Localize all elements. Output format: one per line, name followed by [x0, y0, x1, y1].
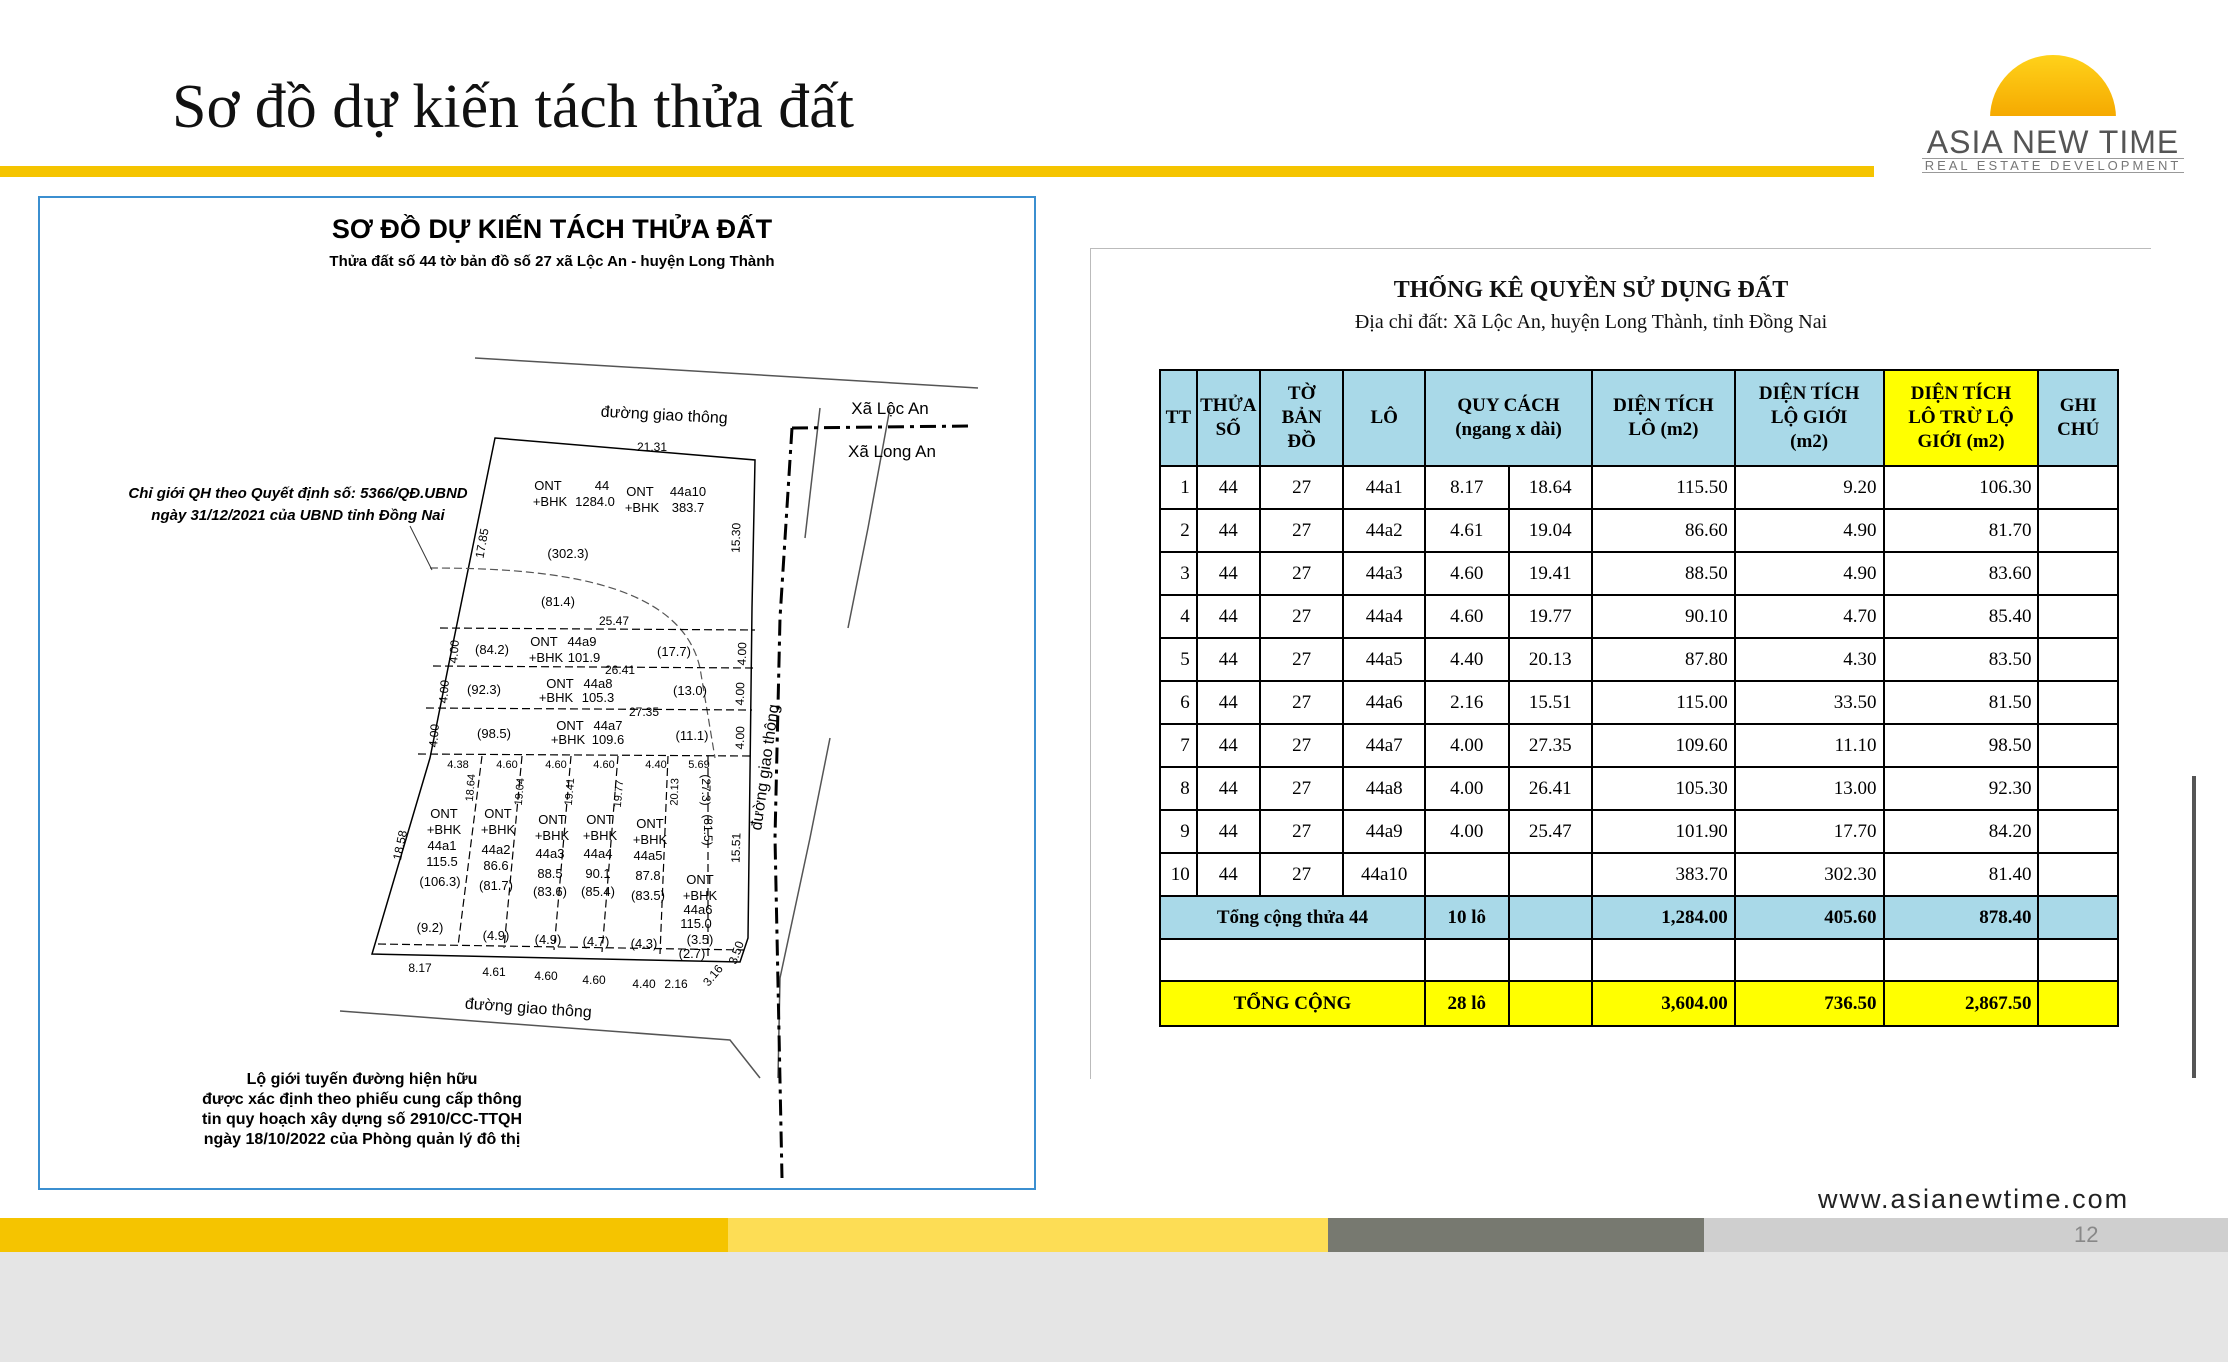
dim-top-row-2: 4.60	[496, 759, 518, 771]
dim-bottom-5: 4.40	[632, 977, 656, 991]
cell-to: 27	[1260, 681, 1344, 724]
cell-ghi	[2038, 853, 2118, 896]
cell-tt: 1	[1160, 466, 1197, 509]
cell-thua: 44	[1197, 509, 1260, 552]
table-row	[1160, 509, 2118, 552]
lot-a3	[533, 812, 569, 947]
cell-to: 27	[1260, 466, 1344, 509]
lot-a4-area: 90.1	[585, 866, 611, 881]
lot-a6-id: 44a6	[683, 902, 713, 917]
cell-ngang: 4.00	[1425, 767, 1509, 810]
cell-ghi	[2038, 552, 2118, 595]
lot-a2	[479, 806, 515, 943]
lot-a1-road: (9.2)	[416, 920, 444, 935]
table-row	[1160, 767, 2118, 810]
cell-thua: 44	[1197, 810, 1260, 853]
lot-a6-area: 115.0	[680, 916, 712, 931]
cell-ngang: 4.00	[1425, 724, 1509, 767]
lot-a6-sub: (3.5)	[686, 932, 714, 947]
cell-to: 27	[1260, 724, 1344, 767]
dim-bottom-4: 4.60	[582, 973, 606, 987]
cell-lg: 302.30	[1735, 853, 1884, 896]
cell-tt: 8	[1160, 767, 1197, 810]
grand-lots: 28 lô	[1425, 981, 1509, 1026]
lot-a4-sub: (85.4)	[581, 884, 615, 899]
cell-ghi	[2038, 810, 2118, 853]
cell-lo: 44a2	[1343, 509, 1425, 552]
cell-ghi	[2038, 595, 2118, 638]
cell-thua: 44	[1197, 595, 1260, 638]
footer-bar-yellow	[0, 1218, 728, 1252]
table-row	[1160, 724, 2118, 767]
cell-tru: 106.30	[1884, 466, 2039, 509]
parcel-map	[40, 198, 1034, 1188]
lot-a8-l1: ONT	[546, 676, 574, 691]
cell-tru: 84.20	[1884, 810, 2039, 853]
lot-a6-l2: +BHK	[682, 888, 718, 903]
grand-dt: 3,604.00	[1592, 981, 1735, 1026]
cell-to: 27	[1260, 810, 1344, 853]
cell-lo: 44a7	[1343, 724, 1425, 767]
cell-dt: 101.90	[1592, 810, 1735, 853]
cell-to: 27	[1260, 509, 1344, 552]
cell-dt: 87.80	[1592, 638, 1735, 681]
stats-title: THỐNG KÊ QUYỀN SỬ DỤNG ĐẤT	[1393, 277, 1789, 303]
cell-ghi	[2038, 638, 2118, 681]
lot-a8-l2: +BHK	[538, 690, 574, 705]
cell-ngang: 4.00	[1425, 810, 1509, 853]
commune-south-label: Xã Long An	[848, 442, 936, 461]
cell-tru: 81.50	[1884, 681, 2039, 724]
lot-r302: (302.3)	[547, 546, 589, 561]
road-bottom-label: đường giao thông	[464, 995, 593, 1022]
lot-a10-area: 383.7	[671, 500, 705, 515]
cell-lg: 11.10	[1735, 724, 1884, 767]
cell-thua: 44	[1197, 552, 1260, 595]
grand-total-row	[1160, 981, 2118, 1026]
dim-h4-3: 4.00	[426, 723, 443, 748]
lot-a4-road: (4.7)	[582, 934, 610, 949]
dim-vert-4: 19.77	[611, 779, 627, 808]
dim-top-row-1: 4.38	[447, 759, 469, 771]
lot-a1-sub: (106.3)	[419, 874, 461, 889]
lot-a1-l2: +BHK	[426, 822, 462, 837]
cell-tru: 92.30	[1884, 767, 2039, 810]
lot-a3-l1: ONT	[538, 812, 566, 827]
cell-ghi	[2038, 767, 2118, 810]
cell-dai: 26.41	[1509, 767, 1593, 810]
cell-lo: 44a10	[1343, 853, 1425, 896]
subtotal-ghi	[2038, 896, 2118, 939]
col-dien-tich-tru: DIỆN TÍCH LÔ TRỪ LỘ GIỚI (m2)	[1884, 370, 2039, 466]
subtotal-lg: 405.60	[1735, 896, 1884, 939]
table-row	[1160, 466, 2118, 509]
cell-lg: 9.20	[1735, 466, 1884, 509]
cell-dai: 27.35	[1509, 724, 1593, 767]
cell-ngang: 4.61	[1425, 509, 1509, 552]
cell-dai: 25.47	[1509, 810, 1593, 853]
dim-top-row-4: 4.60	[593, 759, 615, 771]
cell-dt: 115.50	[1592, 466, 1735, 509]
dim-left-lower: 18.58	[390, 829, 411, 862]
lot-a7-left: (98.5)	[477, 726, 511, 741]
parcel-map-panel	[38, 196, 1036, 1190]
map-subtitle: Thửa đất số 44 tờ bản đồ số 27 xã Lộc An - huyện Long Thành	[329, 253, 775, 270]
lot-a10-id: 44a10	[669, 484, 707, 499]
cell-dai: 18.64	[1509, 466, 1593, 509]
road-top-label: đường giao thông	[600, 403, 729, 428]
lot-a6-side2: (81.5)	[701, 814, 715, 846]
lot-main-l2: +BHK	[532, 494, 568, 509]
col-ghi-chu: GHI CHÚ	[2038, 370, 2118, 466]
dim-corner-b: 3.50	[725, 939, 747, 967]
note-bottom-line1: Lộ giới tuyến đường hiện hữu	[246, 1071, 478, 1088]
table-row	[1160, 552, 2118, 595]
cell-to: 27	[1260, 595, 1344, 638]
cell-dai: 15.51	[1509, 681, 1593, 724]
lot-a5-road: (4.3)	[630, 936, 658, 951]
cell-lo: 44a5	[1343, 638, 1425, 681]
land-use-table	[1159, 369, 2119, 1027]
lot-a4-id: 44a4	[583, 846, 613, 861]
table-row	[1160, 810, 2118, 853]
lot-a8-left: (92.3)	[467, 682, 501, 697]
note-bottom-line3: tin quy hoạch xây dựng số 2910/CC-TTQH	[201, 1111, 523, 1128]
subtotal-row	[1160, 896, 2118, 939]
lot-a9-area: 101.9	[567, 650, 601, 665]
note-bottom-line2: được xác định theo phiếu cung cấp thông	[202, 1091, 522, 1108]
subtotal-label: Tổng cộng thửa 44	[1160, 896, 1425, 939]
lot-a8-id: 44a8	[583, 676, 613, 691]
cell-tt: 4	[1160, 595, 1197, 638]
road-right-edge	[805, 408, 890, 628]
dim-vert-1: 18.64	[463, 773, 479, 802]
cell-thua: 44	[1197, 466, 1260, 509]
cell-tt: 5	[1160, 638, 1197, 681]
cell-tt: 10	[1160, 853, 1197, 896]
lot-a3-area: 88.5	[537, 866, 563, 881]
lot-a10-l1: ONT	[626, 484, 654, 499]
lot-a5-area: 87.8	[635, 868, 661, 883]
footer-bar-light-gray	[1704, 1218, 2228, 1252]
cell-tru: 85.40	[1884, 595, 2039, 638]
lot-a1-area: 115.5	[426, 854, 458, 869]
lot-a5-id: 44a5	[633, 848, 663, 863]
lot-a5-l2: +BHK	[632, 832, 668, 847]
cell-ngang: 8.17	[1425, 466, 1509, 509]
col-thua: THỬA SỐ	[1197, 370, 1260, 466]
dim-left-upper: 17.85	[472, 527, 492, 560]
commune-north-label: Xã Lộc An	[851, 399, 929, 418]
lot-a3-id: 44a3	[535, 846, 565, 861]
dim-d2: 26.41	[604, 663, 636, 677]
note-left-line1: Chỉ giới QH theo Quyết định số: 5366/QĐ.UBND	[128, 485, 468, 502]
commune-boundary-h	[792, 426, 970, 428]
cell-tru: 83.60	[1884, 552, 2039, 595]
table-row	[1160, 595, 2118, 638]
cell-dt: 109.60	[1592, 724, 1735, 767]
subtotal-dt: 1,284.00	[1592, 896, 1735, 939]
land-use-stats-panel	[1090, 248, 2151, 1079]
cell-lo: 44a4	[1343, 595, 1425, 638]
subtotal-tru: 878.40	[1884, 896, 2039, 939]
slide-title: Sơ đồ dự kiến tách thửa đất	[172, 73, 854, 141]
website-url[interactable]: www.asianewtime.com	[1818, 1184, 2130, 1214]
cell-lg: 4.90	[1735, 552, 1884, 595]
dim-h4-2: 4.00	[436, 679, 453, 704]
subtotal-empty	[1509, 896, 1593, 939]
cell-lg: 17.70	[1735, 810, 1884, 853]
cell-ngang: 4.60	[1425, 595, 1509, 638]
cell-lg: 4.70	[1735, 595, 1884, 638]
lot-a2-sub: (81.7)	[479, 878, 513, 893]
lot-a1	[417, 806, 462, 935]
lot-a9-id: 44a9	[567, 634, 597, 649]
cell-tt: 6	[1160, 681, 1197, 724]
dim-bottom-6: 2.16	[664, 977, 688, 991]
cell-ngang: 2.16	[1425, 681, 1509, 724]
dim-right-lower: 15.51	[728, 832, 744, 864]
note-bottom-line4: ngày 18/10/2022 của Phòng quản lý đô thị	[203, 1131, 521, 1148]
lot-a4-l2: +BHK	[582, 828, 618, 843]
footer-bar-light-yellow	[728, 1218, 1328, 1252]
company-logo	[1918, 38, 2188, 178]
footer-bar-dark-gray	[1328, 1218, 1704, 1252]
cell-lo: 44a8	[1343, 767, 1425, 810]
cell-tru: 81.40	[1884, 853, 2039, 896]
lot-a5-l1: ONT	[636, 816, 664, 831]
lot-a9-l1: ONT	[530, 634, 558, 649]
cell-thua: 44	[1197, 638, 1260, 681]
page-number: 12	[2074, 1222, 2099, 1247]
cell-thua: 44	[1197, 853, 1260, 896]
lot-a9-left: (84.2)	[475, 642, 509, 657]
cell-tt: 9	[1160, 810, 1197, 853]
lot-a3-l2: +BHK	[534, 828, 570, 843]
cell-dai: 20.13	[1509, 638, 1593, 681]
dim-bottom-3: 4.60	[534, 969, 558, 983]
cell-dt: 88.50	[1592, 552, 1735, 595]
lot-a2-area: 86.6	[483, 858, 509, 873]
cell-dai: 19.04	[1509, 509, 1593, 552]
cell-thua: 44	[1197, 724, 1260, 767]
stats-address: Địa chỉ đất: Xã Lộc An, huyện Long Thành, tỉnh Đồng Nai	[1354, 311, 1828, 333]
lot-a6-road: (2.7)	[678, 946, 706, 961]
sun-logo-icon	[1918, 38, 2188, 128]
lot-main-id: 44	[594, 478, 610, 493]
lot-a8-right: (13.0)	[673, 683, 707, 698]
subtotal-lots: 10 lô	[1425, 896, 1509, 939]
col-quy-cach: QUY CÁCH (ngang x dài)	[1425, 370, 1592, 466]
grand-tru: 2,867.50	[1884, 981, 2039, 1026]
road-bottom-right-edge	[778, 738, 830, 1078]
lot-a5-sub: (83.5)	[631, 888, 665, 903]
lot-a3-road: (4.9)	[534, 932, 562, 947]
col-to: TỜ BẢN ĐỒ	[1260, 370, 1344, 466]
cell-tt: 3	[1160, 552, 1197, 595]
cell-ngang	[1425, 853, 1509, 896]
cell-to: 27	[1260, 853, 1344, 896]
table-row	[1160, 681, 2118, 724]
cell-dt: 90.10	[1592, 595, 1735, 638]
blank-row	[1160, 939, 2118, 981]
table-row	[1160, 853, 2118, 896]
col-tt: TT	[1160, 370, 1197, 466]
lot-a7-area: 109.6	[591, 732, 625, 747]
lot-a7-l1: ONT	[556, 718, 584, 733]
lot-a6-side1: (27.3)	[699, 774, 713, 806]
cell-ghi	[2038, 466, 2118, 509]
lot-r81: (81.4)	[541, 594, 575, 609]
lot-main-area: 1284.0	[575, 494, 615, 509]
lot-a6-l1: ONT	[686, 872, 714, 887]
cell-dai	[1509, 853, 1593, 896]
dim-corner-a: 3.16	[700, 961, 726, 989]
cell-ghi	[2038, 509, 2118, 552]
logo-tagline: REAL ESTATE DEVELOPMENT	[1922, 158, 2184, 173]
lot-a2-id: 44a2	[481, 842, 511, 857]
note-leader-line	[410, 526, 432, 570]
cell-lg: 4.90	[1735, 509, 1884, 552]
lot-a6	[679, 774, 718, 961]
grand-lg: 736.50	[1735, 981, 1884, 1026]
grand-ghi	[2038, 981, 2118, 1026]
lot-a9-right: (17.7)	[657, 644, 691, 659]
dim-d3: 27.35	[628, 705, 660, 719]
right-edge-line	[2192, 776, 2196, 1078]
dim-top-row-3: 4.60	[545, 759, 567, 771]
grand-empty	[1509, 981, 1593, 1026]
cell-tru: 83.50	[1884, 638, 2039, 681]
lot-a1-id: 44a1	[427, 838, 457, 853]
col-lo-gioi: DIỆN TÍCH LỘ GIỚI (m2)	[1735, 370, 1884, 466]
dim-top: 21.31	[636, 440, 668, 454]
lot-a4	[581, 812, 617, 949]
cell-lo: 44a3	[1343, 552, 1425, 595]
lot-main-l1: ONT	[534, 478, 562, 493]
dim-h4-5: 4.00	[732, 681, 748, 706]
cell-lo: 44a6	[1343, 681, 1425, 724]
dim-top-row-5: 4.40	[645, 759, 667, 771]
table-row	[1160, 638, 2118, 681]
cell-lo: 44a1	[1343, 466, 1425, 509]
cell-dai: 19.77	[1509, 595, 1593, 638]
cell-lo: 44a9	[1343, 810, 1425, 853]
cell-dt: 105.30	[1592, 767, 1735, 810]
lot-a7-id: 44a7	[593, 718, 623, 733]
cell-tt: 7	[1160, 724, 1197, 767]
cell-ghi	[2038, 724, 2118, 767]
lot-a8-area: 105.3	[581, 690, 615, 705]
cell-to: 27	[1260, 638, 1344, 681]
col-dien-tich: DIỆN TÍCH LÔ (m2)	[1592, 370, 1735, 466]
dim-vert-3: 19.41	[562, 777, 578, 806]
lot-a2-l1: ONT	[484, 806, 512, 821]
dim-top-row-6: 5.69	[688, 759, 710, 771]
dim-d1: 25.47	[598, 614, 630, 628]
cell-tru: 98.50	[1884, 724, 2039, 767]
cell-lg: 33.50	[1735, 681, 1884, 724]
lot-a2-l2: +BHK	[480, 822, 516, 837]
dim-right-upper: 15.30	[728, 522, 744, 554]
cell-tru: 81.70	[1884, 509, 2039, 552]
cell-ngang: 4.40	[1425, 638, 1509, 681]
lot-a7-l2: +BHK	[550, 732, 586, 747]
cell-dt: 115.00	[1592, 681, 1735, 724]
cell-ngang: 4.60	[1425, 552, 1509, 595]
lot-a3-sub: (83.6)	[533, 884, 567, 899]
dim-bottom-1: 8.17	[408, 961, 432, 975]
cell-thua: 44	[1197, 681, 1260, 724]
cell-to: 27	[1260, 767, 1344, 810]
dim-vert-5: 20.13	[668, 777, 682, 806]
lot-a7-right: (11.1)	[675, 728, 709, 743]
dim-h4-6: 4.00	[732, 725, 748, 750]
lot-a5	[631, 816, 668, 951]
cell-to: 27	[1260, 552, 1344, 595]
lot-a2-road: (4.9)	[482, 928, 510, 943]
dim-bottom-2: 4.61	[482, 965, 506, 979]
cell-ghi	[2038, 681, 2118, 724]
lot-a4-l1: ONT	[586, 812, 614, 827]
lot-a1-l1: ONT	[430, 806, 458, 821]
grand-label: TỔNG CỘNG	[1160, 981, 1425, 1026]
title-rule	[0, 166, 1874, 177]
note-left-line2: ngày 31/12/2021 của UBND tỉnh Đồng Nai	[151, 507, 445, 524]
cell-dai: 19.41	[1509, 552, 1593, 595]
road-top-edge	[475, 358, 978, 388]
dim-h4-1: 4.00	[446, 639, 463, 664]
cell-lg: 4.30	[1735, 638, 1884, 681]
cell-dt: 383.70	[1592, 853, 1735, 896]
cell-dt: 86.60	[1592, 509, 1735, 552]
dim-h4-4: 4.00	[734, 641, 750, 666]
lot-a10-l2: +BHK	[624, 500, 660, 515]
table-header-row	[1160, 370, 2118, 466]
road-right-label: đường giao thông	[748, 703, 783, 832]
dim-vert-2: 19.04	[512, 777, 528, 806]
lot-a9-l2: +BHK	[528, 650, 564, 665]
logo-name: ASIA NEW TIME	[1926, 124, 2180, 160]
col-lo: LÔ	[1343, 370, 1425, 466]
map-title: SƠ ĐỒ DỰ KIẾN TÁCH THỬA ĐẤT	[331, 214, 773, 244]
cell-thua: 44	[1197, 767, 1260, 810]
cell-tt: 2	[1160, 509, 1197, 552]
cell-lg: 13.00	[1735, 767, 1884, 810]
